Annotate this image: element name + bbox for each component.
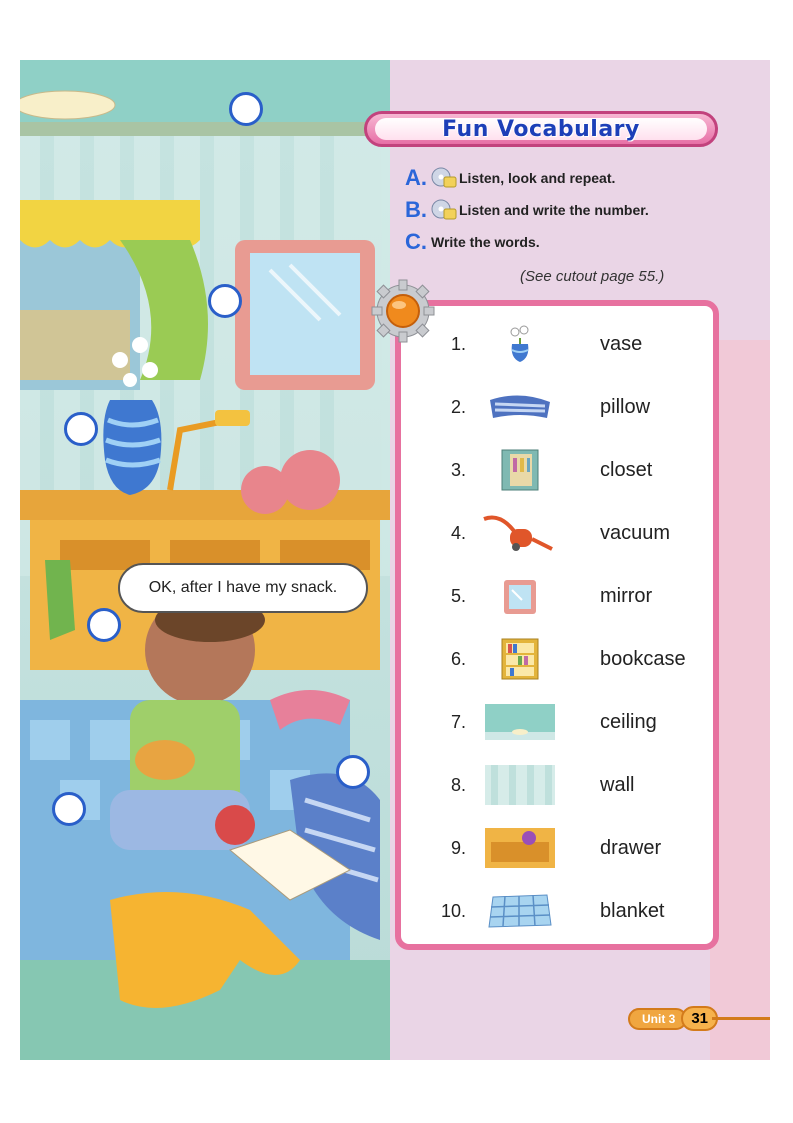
ceiling-icon [480,702,560,742]
wall-icon [480,765,560,805]
instruction-a [405,165,615,191]
vase-icon [480,324,560,364]
blanket-icon [480,891,560,931]
closet-icon [480,450,560,490]
instruction-b [405,197,649,223]
footer-rule [712,1017,770,1020]
answer-circle-blanket[interactable] [52,792,86,826]
answer-circle-pillow[interactable] [336,755,370,789]
vocab-word: mirror [600,584,653,607]
vocab-number: 9. [450,837,466,858]
vocab-item [432,891,712,931]
vocab-word: wall [600,773,635,796]
vocab-number: 2. [450,396,466,417]
vocab-word: vacuum [600,521,671,544]
vocab-word: closet [600,458,653,481]
answer-circle-vase[interactable] [64,412,98,446]
vocab-item [432,450,712,490]
vocab-number: 7. [450,711,466,732]
vacuum-icon [480,513,560,553]
answer-circle-drawer[interactable] [87,608,121,642]
vocab-word: ceiling [600,710,657,733]
pillow-icon [480,387,560,427]
instruction-letter: A. [405,165,427,190]
vocab-number: 1. [450,333,466,354]
bookcase-icon [480,639,560,679]
vocab-item [432,639,712,679]
gear-icon [370,278,436,344]
instruction-c [405,229,540,255]
drawer-icon [480,828,560,868]
vocab-word: bookcase [600,647,686,670]
instruction-letter: B. [405,197,427,222]
vocab-item [432,828,712,868]
vocab-item [432,702,712,742]
vocab-number: 3. [450,459,466,480]
vocab-number: 5. [450,585,466,606]
vocab-word: drawer [600,836,662,859]
cd-icon [431,167,453,189]
speech-bubble-text: OK, after I have my snack. [148,579,338,596]
page-number: 31 [681,1006,718,1031]
vocab-item [432,765,712,805]
vocab-word: blanket [600,899,665,922]
answer-circle-wall[interactable] [208,284,242,318]
vocab-word: vase [600,332,643,355]
answer-circle-ceiling[interactable] [229,92,263,126]
cutout-note: (See cutout page 55.) [520,268,665,285]
instruction-text: Write the words. [431,234,540,250]
unit-label: Unit 3 [628,1008,687,1030]
vocab-number: 4. [450,522,466,543]
vocab-item [432,513,712,553]
vocab-number: 8. [450,774,466,795]
instruction-text: Listen and write the number. [459,202,649,218]
speech-bubble [118,563,368,613]
vocab-number: 6. [450,648,466,669]
vocab-item [432,387,712,427]
instruction-text: Listen, look and repeat. [459,170,616,186]
page-title: Fun Vocabulary [442,116,640,142]
title-banner [364,111,718,147]
instruction-letter: C. [405,229,427,254]
vocab-number: 10. [440,900,466,921]
mirror-icon [480,576,560,616]
vocab-word: pillow [600,395,651,418]
vocab-item [432,324,712,364]
page-footer [628,1006,718,1031]
cd-icon [431,199,453,221]
vocab-item [432,576,712,616]
